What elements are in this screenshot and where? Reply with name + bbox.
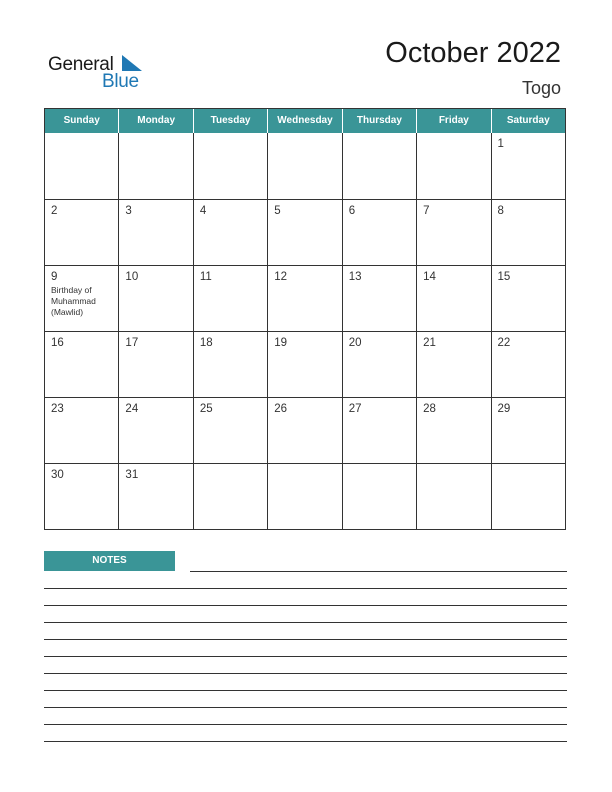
day-cell bbox=[491, 464, 565, 529]
weekday-thursday: Thursday bbox=[342, 109, 416, 133]
day-number: 9 bbox=[51, 271, 58, 283]
calendar-week bbox=[45, 331, 565, 397]
day-cell bbox=[193, 398, 267, 463]
day-cell bbox=[342, 332, 416, 397]
day-number: 14 bbox=[423, 271, 436, 283]
day-number: 12 bbox=[274, 271, 288, 283]
day-number: 22 bbox=[497, 337, 511, 349]
day-cell bbox=[416, 200, 490, 265]
day-cell bbox=[267, 398, 341, 463]
page-title: October 2022 bbox=[385, 37, 561, 69]
day-cell bbox=[491, 200, 565, 265]
day-cell bbox=[45, 200, 118, 265]
day-cell bbox=[267, 464, 341, 529]
day-number: 29 bbox=[497, 403, 511, 415]
country-label: Togo bbox=[521, 78, 561, 98]
day-number: 15 bbox=[497, 271, 511, 283]
note-line bbox=[44, 656, 567, 657]
day-number: 24 bbox=[125, 403, 139, 415]
day-cell bbox=[193, 464, 267, 529]
day-number: 17 bbox=[125, 337, 139, 349]
day-cell bbox=[193, 332, 267, 397]
day-number: 13 bbox=[348, 271, 362, 283]
day-number: 7 bbox=[423, 205, 430, 217]
day-cell bbox=[45, 398, 118, 463]
weekday-friday: Friday bbox=[416, 109, 490, 133]
day-cell bbox=[416, 266, 490, 331]
day-number: 16 bbox=[51, 337, 64, 349]
calendar-week bbox=[45, 133, 565, 199]
weekday-sunday: Sunday bbox=[63, 115, 100, 126]
note-line bbox=[44, 588, 567, 589]
day-cell bbox=[193, 266, 267, 331]
day-cell bbox=[491, 133, 565, 199]
notes-label: NOTES bbox=[44, 551, 175, 571]
calendar-week bbox=[45, 463, 565, 529]
day-cell bbox=[193, 133, 267, 199]
day-number: 8 bbox=[497, 205, 504, 217]
note-line bbox=[44, 707, 567, 708]
day-cell bbox=[118, 266, 192, 331]
day-cell bbox=[118, 464, 192, 529]
day-number: 5 bbox=[274, 205, 281, 217]
day-number: 1 bbox=[497, 138, 504, 150]
note-line bbox=[44, 605, 567, 606]
day-number: 10 bbox=[125, 271, 139, 283]
logo-blue-text: Blue bbox=[102, 71, 139, 92]
day-cell bbox=[342, 464, 416, 529]
calendar-weeks bbox=[45, 133, 565, 529]
day-cell bbox=[342, 200, 416, 265]
day-number: 27 bbox=[348, 403, 362, 415]
note-line bbox=[190, 571, 567, 572]
note-line bbox=[44, 724, 567, 725]
day-cell bbox=[118, 200, 192, 265]
calendar-grid bbox=[44, 108, 566, 530]
day-cell bbox=[416, 332, 490, 397]
day-number: 28 bbox=[423, 403, 436, 415]
day-cell bbox=[342, 398, 416, 463]
day-number: 6 bbox=[348, 205, 356, 217]
day-number: 31 bbox=[125, 469, 139, 481]
day-cell bbox=[342, 133, 416, 199]
note-line bbox=[44, 622, 567, 623]
day-cell bbox=[416, 133, 490, 199]
calendar-week bbox=[45, 265, 565, 331]
general-blue-logo bbox=[48, 52, 148, 92]
logo-general-text: General bbox=[48, 54, 114, 75]
day-number: 18 bbox=[199, 337, 213, 349]
calendar-week bbox=[45, 397, 565, 463]
day-number: 25 bbox=[199, 403, 213, 415]
note-line bbox=[44, 639, 567, 640]
weekday-monday: Monday bbox=[118, 109, 192, 133]
day-cell bbox=[45, 332, 118, 397]
note-line bbox=[44, 741, 567, 742]
day-cell bbox=[193, 200, 267, 265]
holiday-label: Birthday of Muhammad (Mawlid) bbox=[51, 285, 96, 317]
day-number: 21 bbox=[423, 337, 436, 349]
day-number: 20 bbox=[348, 337, 362, 349]
day-cell bbox=[491, 266, 565, 331]
day-cell bbox=[45, 464, 118, 529]
day-cell bbox=[118, 133, 192, 199]
day-cell bbox=[491, 332, 565, 397]
note-line bbox=[44, 690, 567, 691]
day-cell bbox=[267, 200, 341, 265]
day-number: 3 bbox=[125, 205, 132, 217]
day-number: 19 bbox=[274, 337, 288, 349]
weekday-wednesday: Wednesday bbox=[267, 109, 341, 133]
day-cell bbox=[118, 332, 192, 397]
day-number: 2 bbox=[51, 205, 58, 217]
note-line bbox=[44, 673, 567, 674]
day-cell bbox=[342, 266, 416, 331]
day-number: 30 bbox=[51, 469, 64, 481]
calendar-week bbox=[45, 199, 565, 265]
day-number: 4 bbox=[199, 205, 207, 217]
day-cell bbox=[45, 266, 118, 331]
day-cell bbox=[416, 398, 490, 463]
day-cell bbox=[118, 398, 192, 463]
day-cell bbox=[491, 398, 565, 463]
day-number: 11 bbox=[199, 271, 212, 283]
weekday-header bbox=[45, 109, 565, 133]
weekday-saturday: Saturday bbox=[491, 109, 565, 133]
day-number: 23 bbox=[51, 403, 64, 415]
day-number: 26 bbox=[274, 403, 288, 415]
day-cell bbox=[267, 266, 341, 331]
weekday-tuesday: Tuesday bbox=[193, 109, 267, 133]
day-cell bbox=[45, 133, 118, 199]
day-cell bbox=[267, 332, 341, 397]
day-cell bbox=[416, 464, 490, 529]
day-cell bbox=[267, 133, 341, 199]
